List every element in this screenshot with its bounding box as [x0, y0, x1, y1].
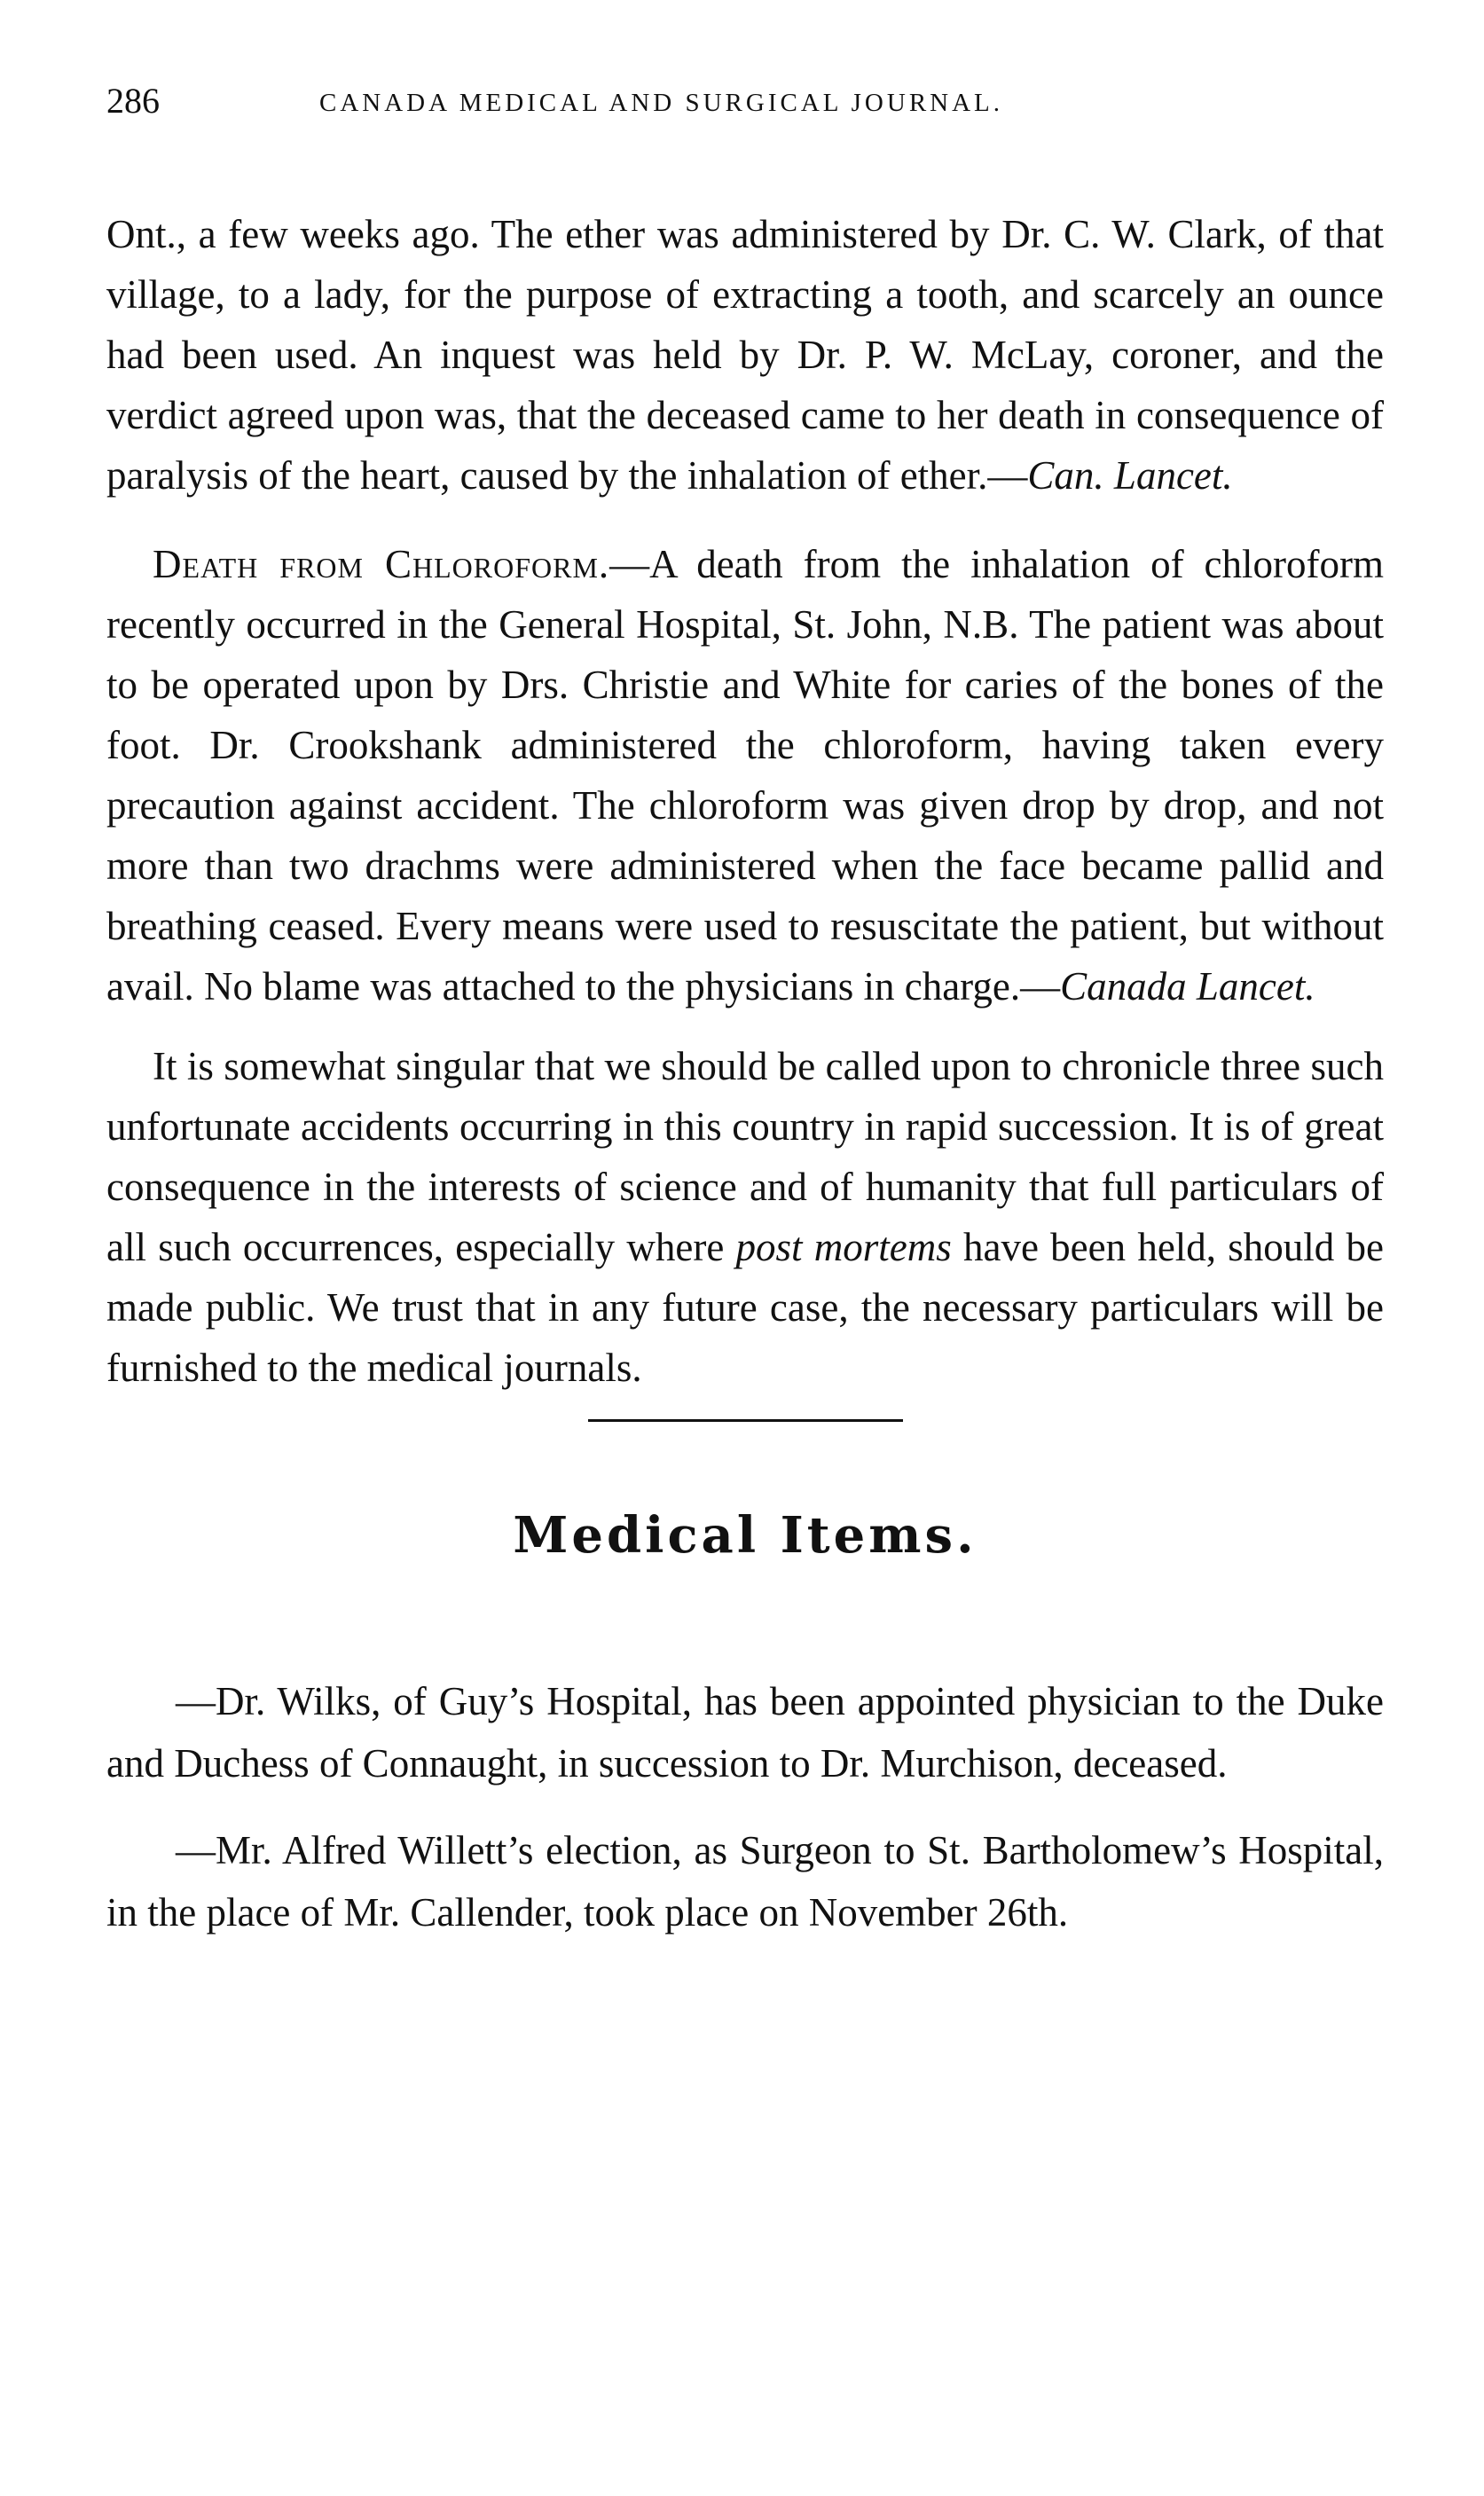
- medical-item-wilks: —Dr. Wilks, of Guy’s Hospital, has been appointed physician to the Duke and Duchess of Connaught, in succession to Dr. Murchison, deceased.: [106, 1679, 1384, 1786]
- paragraph-text: —A death from the inhalation of chloroform recently occurred in the General Hospital, St. John, N.B. The patient was about to be operated upon by Drs. Christie and White for caries of the bones of the foot. Dr. Crookshank administered the chloroform, having taken every precaution against accident. The chloroform was given drop by drop, and not more than two drachms were administered when the face became pallid and breathing ceased. Every means were used to resuscitate the patient, but without avail. No blame was attached to the physicians in charge.—: [106, 542, 1384, 1009]
- medical-item-willett: —Mr. Alfred Willett’s election, as Surgeon to St. Bartholomew’s Hospital, in the place of Mr. Callender, took place on November 26th.: [106, 1828, 1384, 1935]
- article-heading: Death from Chloroform.: [153, 542, 610, 586]
- running-head: CANADA MEDICAL AND SURGICAL JOURNAL.: [319, 89, 1004, 117]
- source-citation: Can. Lancet.: [1027, 453, 1233, 498]
- section-title: Medical Items.: [513, 1506, 978, 1565]
- paragraph-text-end: have been held, should be made public. We trust that in any future case, the necessary particulars will be furnished to the medical journals.: [106, 1225, 1384, 1390]
- emphasis-text: post mortems: [735, 1225, 952, 1269]
- journal-page: [106, 80, 1384, 1943]
- page-number: 286: [106, 81, 160, 121]
- source-citation: Canada Lancet.: [1060, 964, 1315, 1009]
- chloroform-death-paragraph: [106, 534, 1384, 1016]
- editorial-comment-paragraph: [106, 1036, 1384, 1398]
- section-divider: [588, 1419, 903, 1422]
- paragraph-text-start: It is somewhat singular that we should be called upon to chronicle three such unfortunate accidents occurring in this country in rapid succession. It is of great consequence in the interests of science and of humanity that full particulars of all such occurrences, especially where: [106, 1044, 1384, 1269]
- page-header: [106, 80, 1384, 133]
- ether-death-paragraph: [106, 204, 1384, 506]
- paragraph-text: Ont., a few weeks ago. The ether was administered by Dr. C. W. Clark, of that village, to a lady, for the purpose of extracting a tooth, and scarcely an ounce had been used. An inquest was held by Dr. P. W. McLay, coroner, and the verdict agreed upon was, that the deceased came to her death in consequence of paralysis of the heart, caused by the inhalation of ether.—: [106, 212, 1384, 498]
